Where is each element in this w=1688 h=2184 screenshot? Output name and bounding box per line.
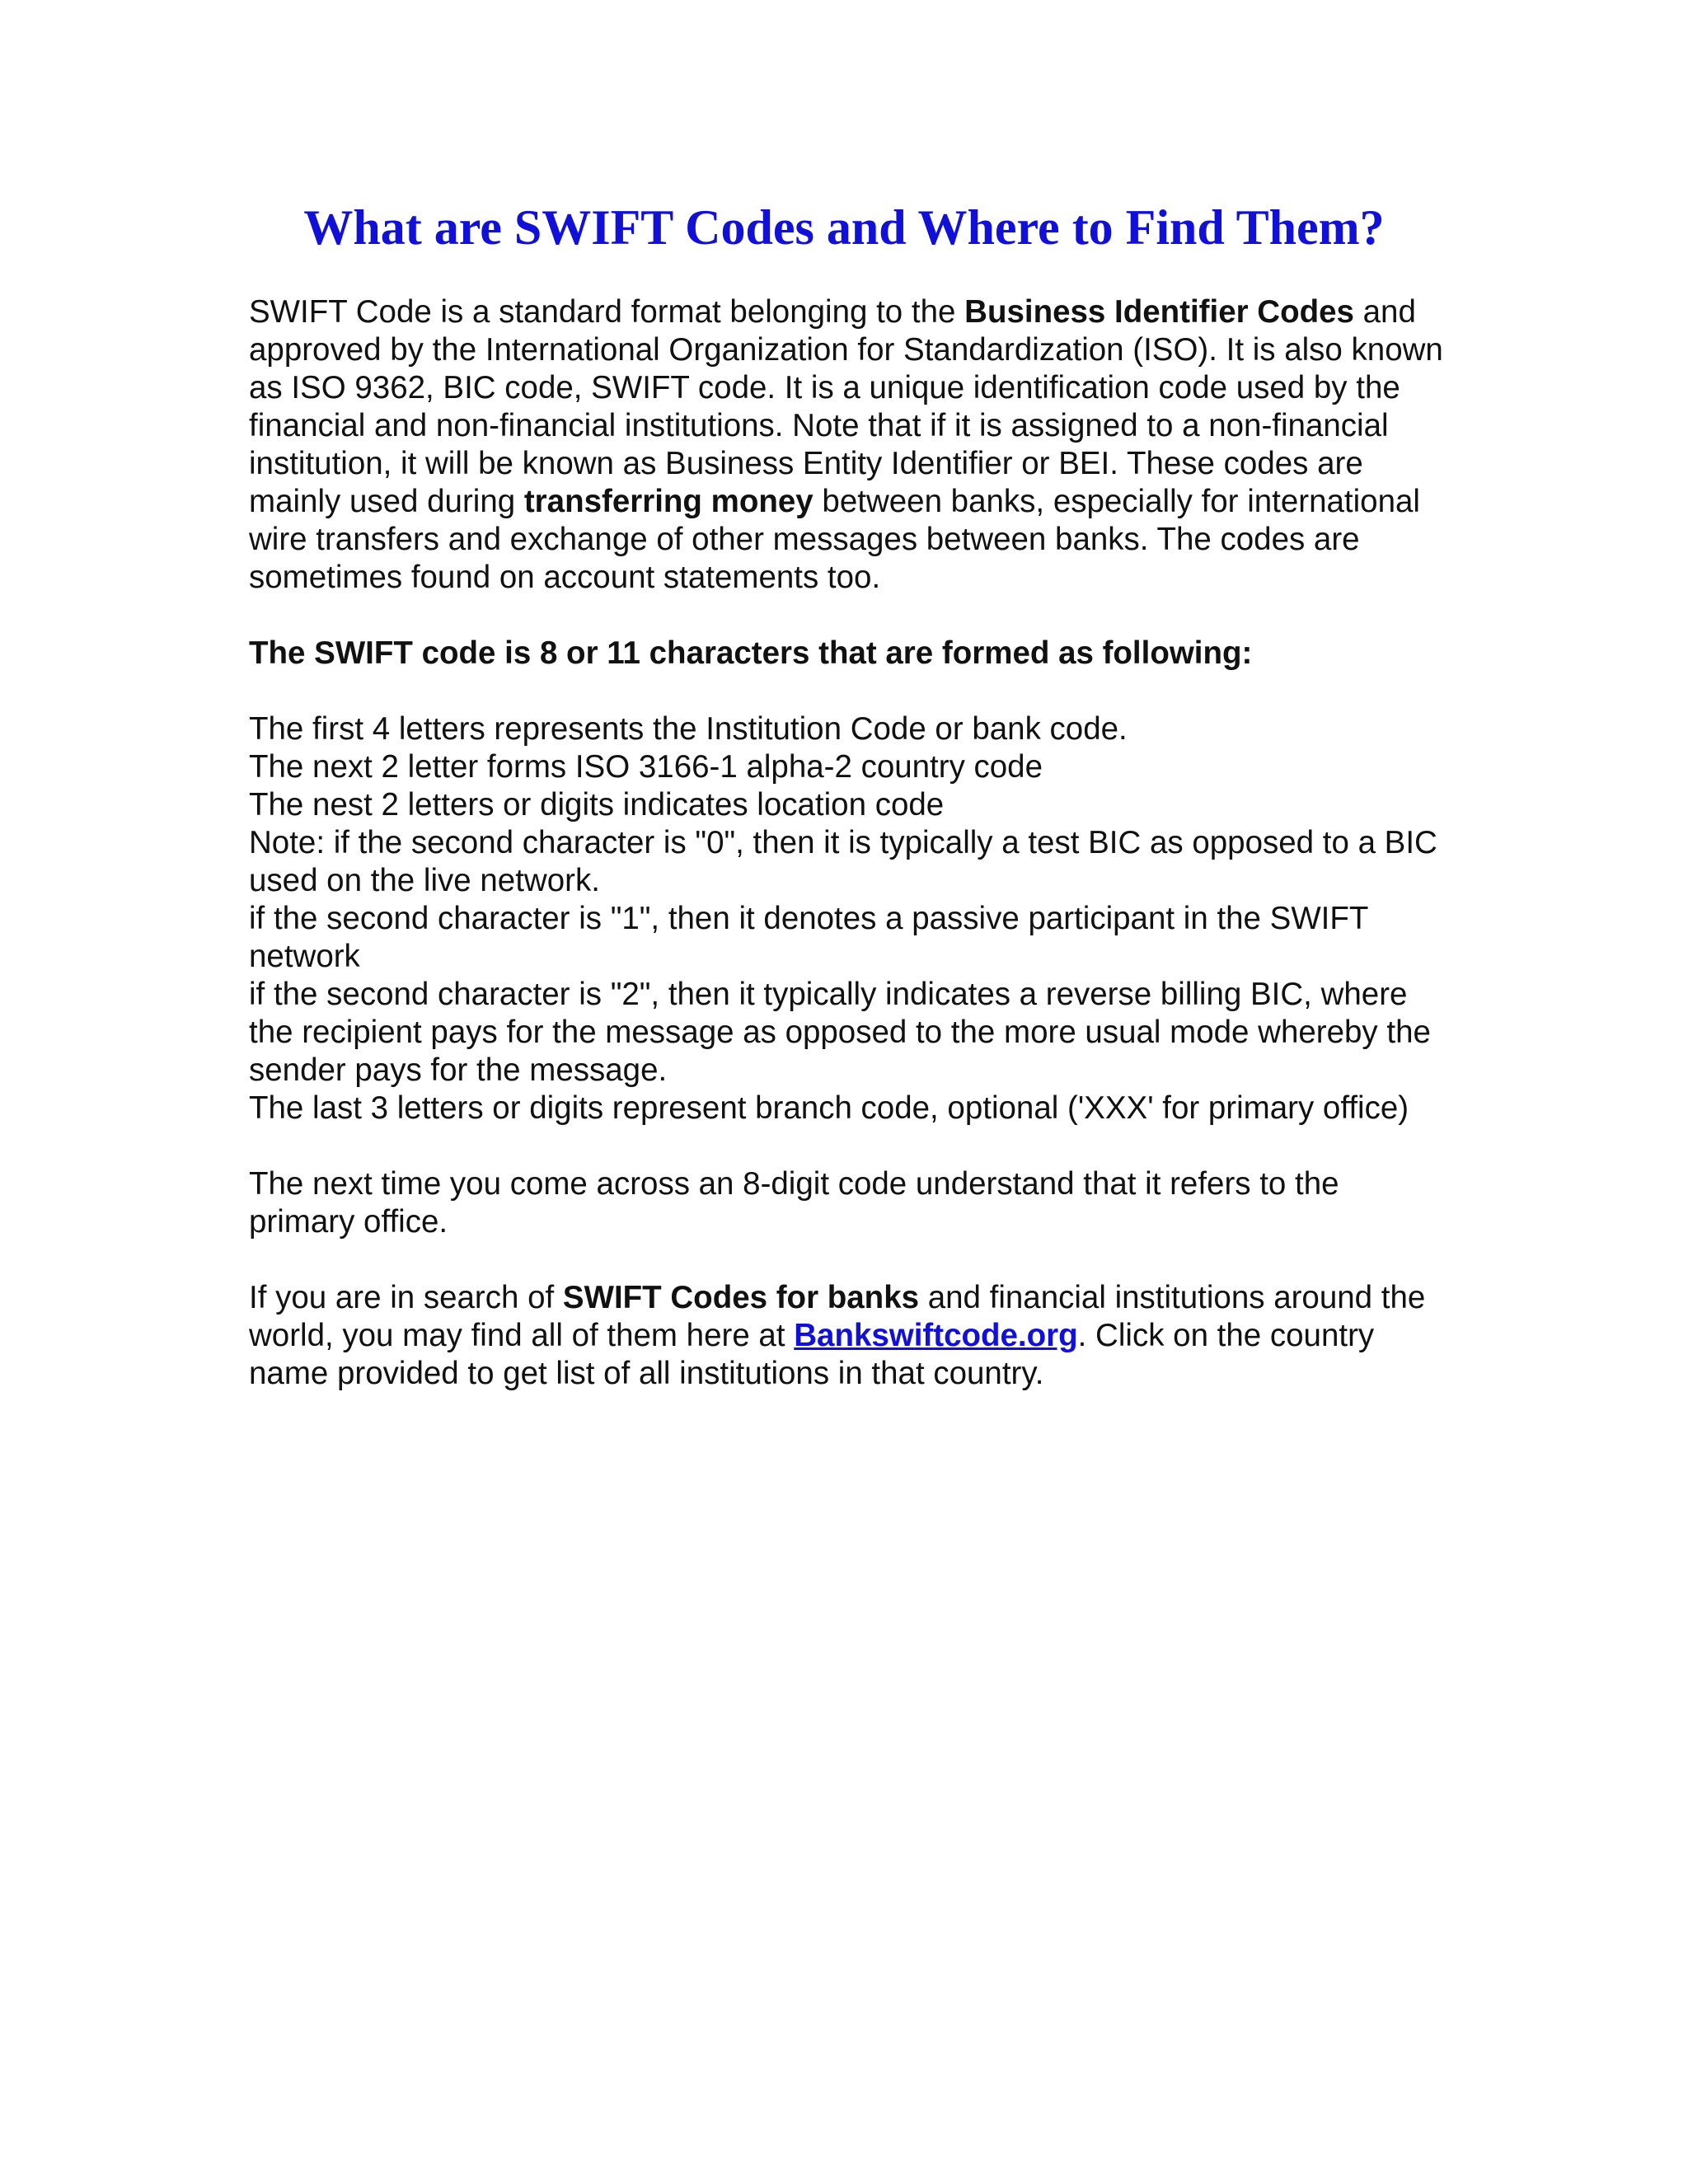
format-list — [249, 710, 1452, 1127]
format-line: Note: if the second character is "0", then it is typically a test BIC as opposed to a BIC used on the live network. — [249, 825, 1437, 898]
format-line: if the second character is "1", then it denotes a passive participant in the SWIFT network — [249, 901, 1368, 974]
format-line: The first 4 letters represents the Institution Code or bank code. — [249, 711, 1128, 747]
intro-text-1: SWIFT Code is a standard format belonging to the — [249, 294, 965, 330]
format-heading-text: The SWIFT code is 8 or 11 characters that are formed as following: — [249, 635, 1253, 671]
eight-digit-note: The next time you come across an 8-digit code understand that it refers to the primary office. — [249, 1166, 1339, 1240]
format-heading — [249, 635, 1452, 673]
format-line: The nest 2 letters or digits indicates location code — [249, 787, 945, 823]
intro-bold-business-identifier-codes: Business Identifier Codes — [964, 294, 1354, 330]
closing-text-3: . Click on the country name provided to get list of all institutions in that country. — [249, 1318, 1375, 1391]
closing-paragraph — [249, 1279, 1452, 1393]
bankswiftcode-link[interactable]: Bankswiftcode.org — [794, 1318, 1078, 1353]
format-line: if the second character is "2", then it typically indicates a reverse billing BIC, where the recipient pays for the message as opposed to the more usual mode whereby the sender pays for the message. — [249, 977, 1431, 1088]
document-body — [249, 293, 1452, 1431]
intro-paragraph — [249, 293, 1452, 597]
intro-text-2: and approved by the International Organization for Standardization (ISO). It is also known as ISO 9362, BIC code, SWIFT code. It is a unique identification code used by the financial and non-financial institutions. Note that if it is assigned to a non-financial institution, it will be known as Business Entity Identifier or BEI. These codes are mainly used during — [249, 294, 1443, 519]
closing-text-1: If you are in search of — [249, 1280, 563, 1315]
intro-bold-transferring-money: transferring money — [523, 484, 814, 519]
format-line: The next 2 letter forms ISO 3166-1 alpha-2 country code — [249, 749, 1043, 785]
format-line: The last 3 letters or digits represent branch code, optional ('XXX' for primary office) — [249, 1090, 1409, 1126]
closing-text-2: and financial institutions around the world, you may find all of them here at — [249, 1280, 1426, 1353]
closing-bold-swift-codes-for-banks: SWIFT Codes for banks — [562, 1280, 920, 1315]
page-title: What are SWIFT Codes and Where to Find Them? — [303, 200, 1385, 255]
intro-text-3: between banks, especially for international wire transfers and exchange of other messages between banks. The codes are sometimes found on account statements too. — [249, 484, 1420, 595]
